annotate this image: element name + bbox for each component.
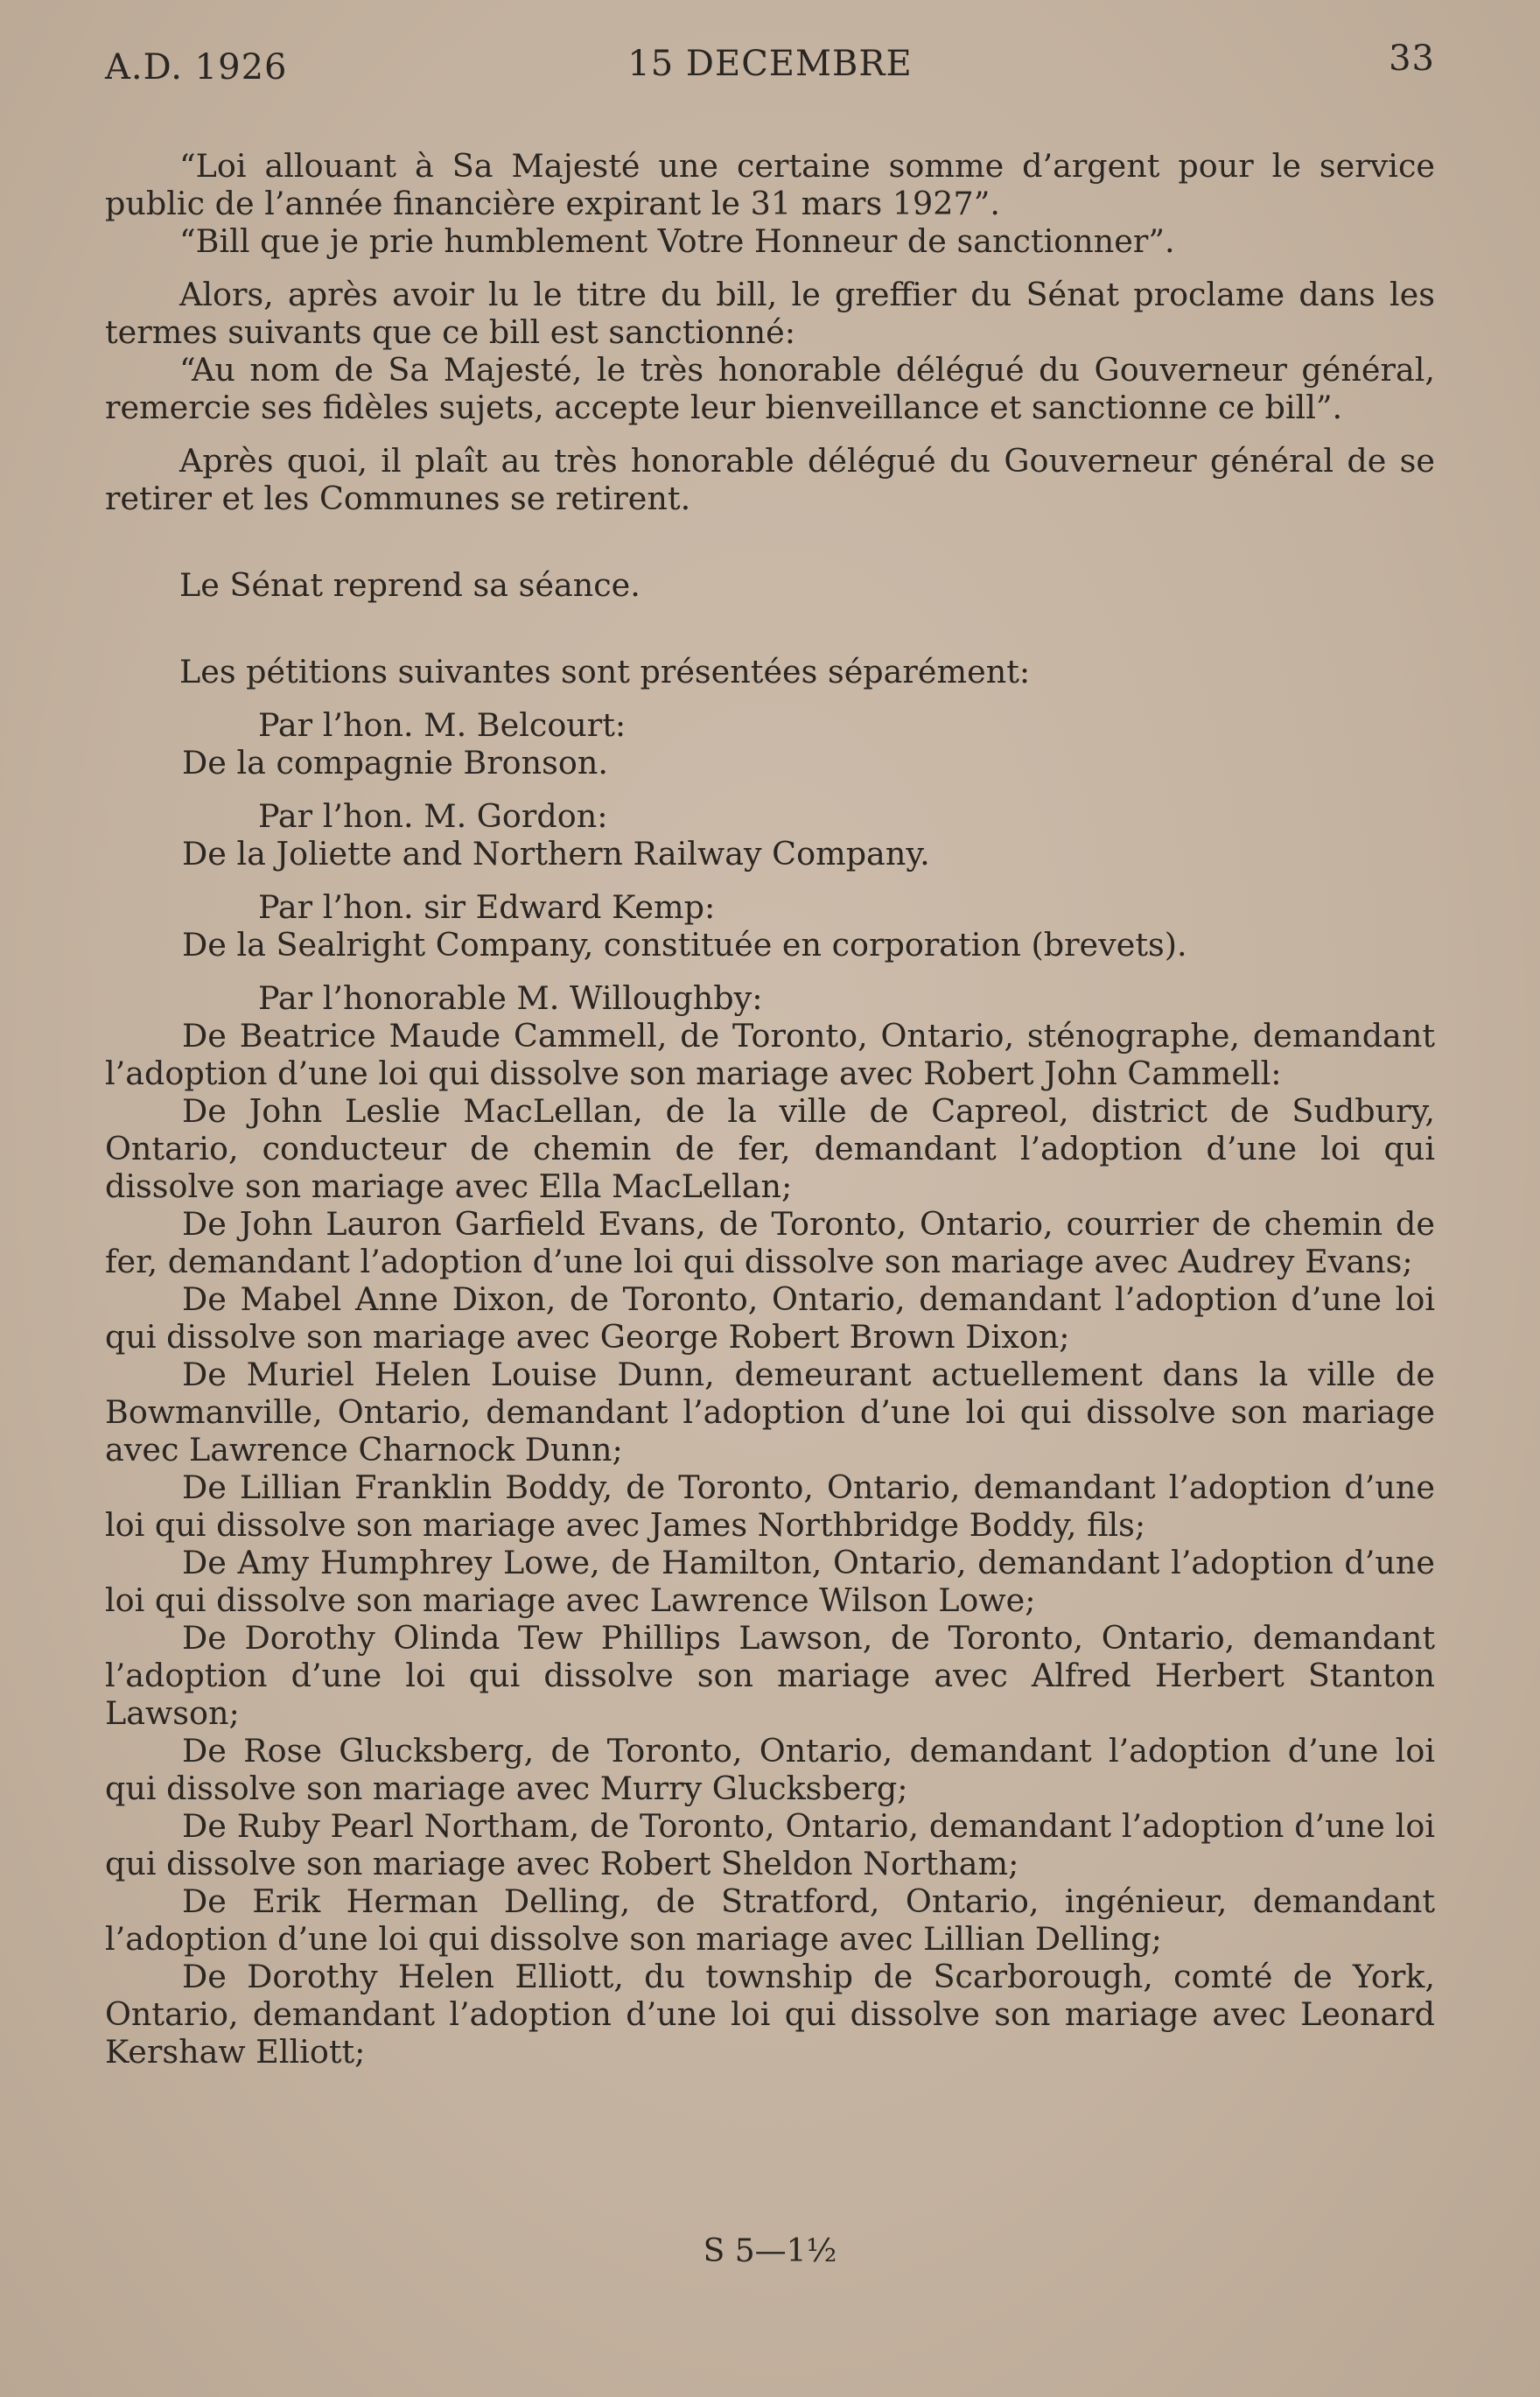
petition-item: De Dorothy Helen Elliott, du township de Scarborough, comté de York, Ontario, demandant l’adoption d’une loi qui dissolve son mariage avec Leonard Kershaw Elliott; xyxy=(105,1958,1435,2071)
header-date: 15 DECEMBRE xyxy=(627,44,913,84)
petition-item: De Muriel Helen Louise Dunn, demeurant actuellement dans la ville de Bowmanville, Ontario, demandant l’adoption d’une loi qui dissolve son mariage avec Lawrence Charnock Dunn; xyxy=(105,1356,1435,1468)
paragraph-withdrawal: Après quoi, il plaît au très honorable délégué du Gouverneur général de se retirer et les Communes se retirent. xyxy=(105,442,1435,517)
petition-item: De Mabel Anne Dixon, de Toronto, Ontario, demandant l’adoption d’une loi qui dissolve son mariage avec George Robert Brown Dixon; xyxy=(105,1280,1435,1356)
page-number: 33 xyxy=(1389,39,1435,79)
petition-source: De la compagnie Bronson. xyxy=(182,744,608,781)
petition-source: De la Joliette and Northern Railway Company. xyxy=(182,835,930,873)
signature-mark: S 5—1½ xyxy=(703,2233,837,2269)
petition-item: De Rose Glucksberg, de Toronto, Ontario, demandant l’adoption d’une loi qui dissolve son mariage avec Murry Glucksberg; xyxy=(105,1732,1435,1807)
page-body xyxy=(105,147,1435,2071)
header-year: A.D. 1926 xyxy=(105,47,288,88)
paragraph-bill-title: “Loi allouant à Sa Majesté une certaine somme d’argent pour le service public de l’année financière expirant le 31 mars 1927”. xyxy=(105,147,1435,222)
paragraph-petitions-intro: Les pétitions suivantes sont présentées séparément: xyxy=(179,653,1031,690)
petition-item: De Dorothy Olinda Tew Phillips Lawson, de Toronto, Ontario, demandant l’adoption d’une loi qui dissolve son mariage avec Alfred Herbert Stanton Lawson; xyxy=(105,1619,1435,1732)
petition-item: De John Leslie MacLellan, de la ville de Capreol, district de Sudbury, Ontario, conducteur de chemin de fer, demandant l’adoption d’une loi qui dissolve son mariage avec Ella MacLellan; xyxy=(105,1092,1435,1205)
petition-item: De Lillian Franklin Boddy, de Toronto, Ontario, demandant l’adoption d’une loi qui dissolve son mariage avec James Northbridge Boddy, fils; xyxy=(105,1468,1435,1544)
petition-item: De Amy Humphrey Lowe, de Hamilton, Ontario, demandant l’adoption d’une loi qui dissolve son mariage avec Lawrence Wilson Lowe; xyxy=(105,1544,1435,1619)
petition-item: De Beatrice Maude Cammell, de Toronto, Ontario, sténographe, demandant l’adoption d’une loi qui dissolve son mariage avec Robert John Cammell: xyxy=(105,1017,1435,1092)
petition-item: De Erik Herman Delling, de Stratford, Ontario, ingénieur, demandant l’adoption d’une loi qui dissolve son mariage avec Lillian Delling; xyxy=(105,1882,1435,1958)
petition-item: De Ruby Pearl Northam, de Toronto, Ontario, demandant l’adoption d’une loi qui dissolve son mariage avec Robert Sheldon Northam; xyxy=(105,1807,1435,1882)
paragraph-royal-assent: “Au nom de Sa Majesté, le très honorable délégué du Gouverneur général, remercie ses fidèles sujets, accepte leur bienveillance et sanctionne ce bill”. xyxy=(105,351,1435,426)
petition-presenter-willoughby: Par l’honorable M. Willoughby: xyxy=(258,979,763,1017)
petition-item: De John Lauron Garfield Evans, de Toronto, Ontario, courrier de chemin de fer, demandant l’adoption d’une loi qui dissolve son mariage avec Audrey Evans; xyxy=(105,1205,1435,1280)
document-page xyxy=(105,35,1435,2345)
paragraph-bill-request: “Bill que je prie humblement Votre Honneur de sanctionner”. xyxy=(179,222,1175,260)
paragraph-senate-resumes: Le Sénat reprend sa séance. xyxy=(179,566,640,604)
petition-source: De la Sealright Company, constituée en corporation (brevets). xyxy=(182,926,1187,964)
petition-presenter: Par l’hon. M. Belcourt: xyxy=(258,706,626,744)
page-header xyxy=(105,35,1435,96)
paragraph-clerk-proclaims: Alors, après avoir lu le titre du bill, le greffier du Sénat proclame dans les termes suivants que ce bill est sanctionné: xyxy=(105,276,1435,351)
petition-presenter: Par l’hon. sir Edward Kemp: xyxy=(258,888,716,926)
petition-presenter: Par l’hon. M. Gordon: xyxy=(258,797,608,835)
